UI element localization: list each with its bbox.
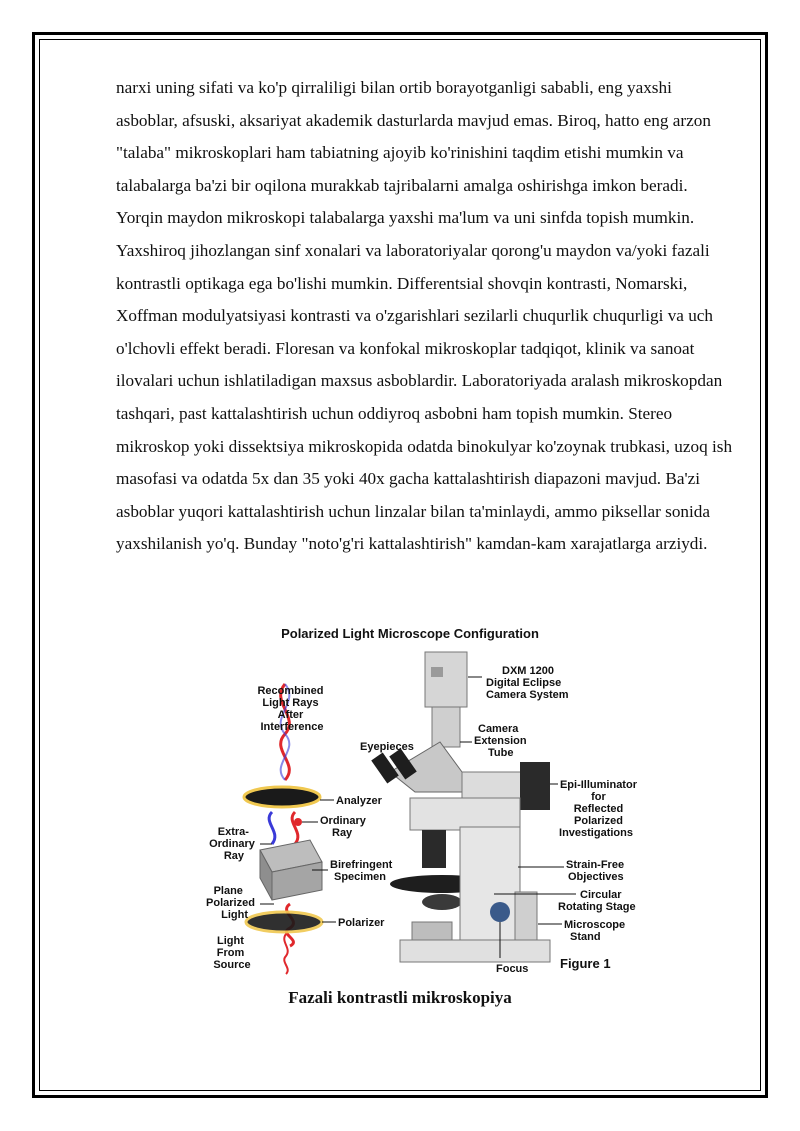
label-polarizer: Polarizer [338, 917, 385, 929]
figure-number-label: Figure 1 [560, 956, 611, 971]
ordinary-dot [294, 818, 302, 826]
label-source: Light From Source [213, 935, 251, 971]
epi-lamphouse [520, 762, 550, 810]
stand-column [460, 827, 520, 947]
polarization-schematic [206, 684, 395, 974]
label-plane-polarized: Plane Polarized Light [206, 885, 255, 921]
stand-base [400, 940, 550, 962]
focus-knob [490, 902, 510, 922]
microscope-figure [200, 622, 637, 982]
camera-body [425, 652, 467, 707]
stand-upper [410, 798, 520, 830]
label-stand: Microscope Stand [564, 919, 626, 943]
figure-title: Polarized Light Microscope Configuration [281, 626, 539, 641]
microscope-diagram [200, 622, 637, 982]
source-wave [284, 934, 287, 974]
epi-arm [462, 772, 522, 798]
ordinary-ray [292, 812, 298, 844]
label-recombined: Recombined Light Rays After Interference [257, 685, 324, 733]
analyzer-disk [244, 787, 320, 807]
label-stage: Circular Rotating Stage [558, 889, 636, 913]
label-ordinary: Ordinary Ray [320, 815, 366, 839]
label-extraordinary: Extra- Ordinary Ray [209, 826, 255, 862]
camera-port [431, 667, 443, 677]
label-extension: Camera Extension Tube [474, 723, 527, 759]
label-epi: Epi-Illuminator for Reflected Polarized Investigations [559, 779, 637, 839]
condenser [422, 894, 462, 910]
camera-tube [432, 707, 460, 747]
body-paragraph: narxi uning sifati va ko'p qirraliligi bilan ortib borayotganligi sababli, eng yaxshi asboblar, afsuski, aksariyat akademik dasturlarda mavjud emas. Biroq, hatto eng arzon "talaba" mikroskoplari ham tabiatning ajoyib ko'rinishini taqdim etishi mumkin va talabalarga ba'zi bir oqilona murakkab tajribalarni amalga oshirishga imkon beradi. Yorqin maydon mikroskopi talabalarga yaxshi ma'lum va uni sinfda topish mumkin. Yaxshiroq jihozlangan sinf xonalari va laboratoriyalar qorong'u maydon va/yoki fazali kontrastli optikaga ega bo'lishi mumkin. Differentsial shovqin kontrasti, Nomarski, Xoffman modulyatsiyasi kontrasti va o'zgarishlari sezilarli chuqurlik chuqurligi va uch o'lchovli effekt beradi. Floresan va konfokal mikroskoplar tadqiqot, klinik va sanoat ilovalari uchun ishlatiladigan maxsus asboblardir. Laboratoriyada aralash mikroskopdan tashqari, past kattalashtirish uchun oddiyroq asbobni ham topish mumkin. Stereo mikroskop yoki dissektsiya mikroskopida odatda binokulyar ko'zoynak trubkasi, uzoq ish masofasi va odatda 5x dan 35 yoki 40x gacha kattalashtirish diapazoni mavjud. Ba'zi asboblar yuqori kattalashtirish uchun linzalar bilan ta'minlaydi, ammo piksellar sonida yaxshilanish yo'q. Bunday "noto'g'ri kattalashtirish" kamdan-kam xarajatlarga arziydi. [116, 78, 733, 554]
label-analyzer: Analyzer [336, 795, 382, 807]
label-focus: Focus [496, 963, 529, 975]
lamp-base [412, 922, 452, 940]
microscope-drawing [360, 652, 640, 975]
polarizer-disk [246, 912, 322, 932]
label-camera: DXM 1200 Digital Eclipse Camera System [486, 665, 569, 701]
nosepiece [422, 830, 446, 868]
figure-caption: Fazali kontrastli mikroskopiya [288, 988, 512, 1007]
label-birefringent: Birefringent Specimen [330, 859, 393, 883]
label-eyepieces: Eyepieces [360, 741, 414, 753]
label-objectives: Strain-Free Objectives [566, 859, 625, 883]
extraordinary-ray [269, 812, 275, 844]
stand-back [515, 892, 537, 947]
